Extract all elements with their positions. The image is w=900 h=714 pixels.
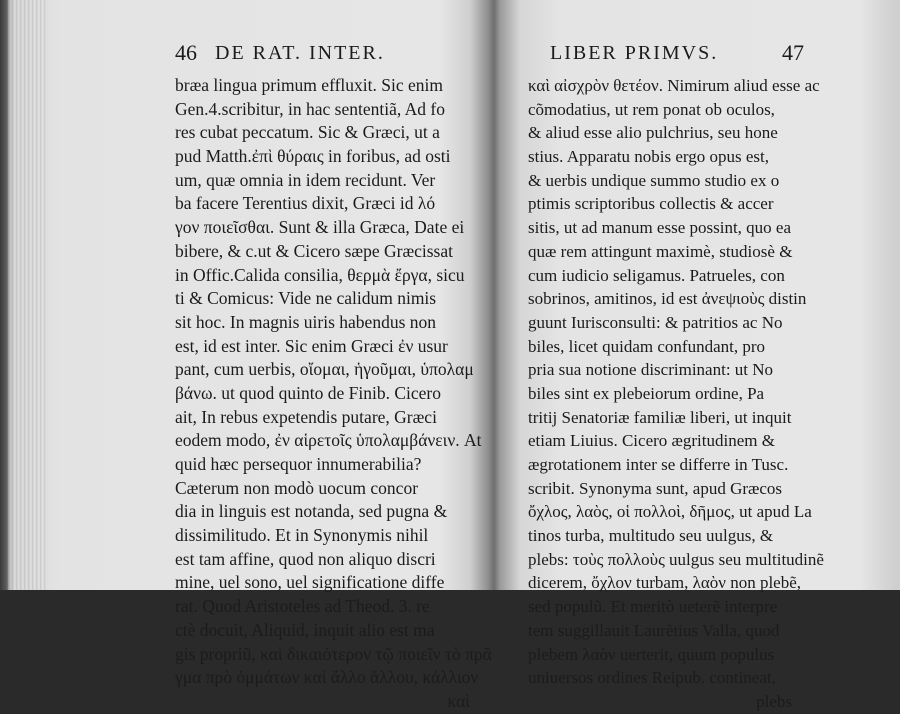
- text-line: γον ποιεῖσθαι. Sunt & illa Græca, Date ei: [175, 217, 465, 238]
- text-line: uniuersos ordines Reipub. contineat,: [528, 668, 776, 688]
- left-page-number: 46: [175, 40, 197, 65]
- text-line: pant, cum uerbis, οἴομαι, ἡγοῦμαι, ὑπολαμ: [175, 359, 474, 380]
- text-line: & aliud esse alio pulchrius, seu hone: [528, 123, 778, 143]
- text-line: guunt Iurisconsulti: & patritios ac No: [528, 312, 783, 332]
- text-line: ὄχλος, λαὸς, οἱ πολλοὶ, δῆμος, ut apud La: [528, 502, 812, 522]
- text-line: sobrinos, amitinos, id est ἀνεψιοὺς distin: [528, 289, 807, 309]
- text-line: Cæterum non modò uocum concor: [175, 477, 419, 498]
- text-line: res cubat peccatum. Sic & Græci, ut a: [175, 122, 440, 143]
- text-line: pud Matth.ἐπὶ θύραις in foribus, ad osti: [175, 146, 451, 167]
- text-line: mine, uel sono, uel significatione diffe: [175, 572, 445, 593]
- catchword: καὶ: [447, 690, 470, 711]
- text-line: ægrotationem inter se differre in Tusc.: [528, 455, 789, 474]
- text-line: dia in linguis est notanda, sed pugna &: [175, 501, 448, 522]
- text-line: ctè docuit, Aliquid, inquit alio est ma: [175, 619, 435, 640]
- text-line: etiam Liuius. Cicero ægritudinem &: [528, 431, 775, 451]
- left-page: [175, 40, 492, 714]
- text-line: & uerbis undique summo studio ex o: [528, 170, 780, 190]
- text-line: tinos turba, multitudo seu uulgus, &: [528, 526, 774, 546]
- page-edges: [8, 0, 48, 590]
- text-line: gis propriũ, καὶ δικαιότερον τῷ ποιεῖν τὸ πρᾶ: [175, 643, 492, 664]
- text-line: biles sint ex plebeiorum ordine, Pa: [528, 383, 765, 403]
- text-line: sed populũ. Et meritò ueterẽ interpre: [528, 597, 778, 617]
- text-line: sitis, ut ad manum esse possint, quo ea: [528, 218, 792, 238]
- text-line: ptimis scriptoribus collectis & accer: [528, 194, 774, 214]
- text-line: um, quæ omnia in idem recidunt. Ver: [175, 169, 436, 190]
- text-line: est tam affine, quod non aliquo discri: [175, 548, 436, 569]
- text-line: scribit. Synonyma sunt, apud Græcos: [528, 478, 783, 498]
- text-line: biles, licet quidam confundant, pro: [528, 336, 765, 356]
- text-line: plebem λαὸν uerterit, quum populus: [528, 644, 775, 664]
- text-line: Gen.4.scribitur, in hac sententiã, Ad fo: [175, 98, 445, 119]
- text-line: est, id est inter. Sic enim Græci ἐν usur: [175, 335, 448, 356]
- left-page-header: [175, 40, 470, 74]
- text-line: stius. Apparatu nobis ergo opus est,: [528, 147, 769, 167]
- text-line: tem suggillauit Laurẽtius Valla, quod: [528, 620, 780, 640]
- text-line: rat. Quod Aristoteles ad Theod. 3. re: [175, 596, 430, 617]
- text-line: eodem modo, ἐν αἱρετοῖς ὑπολαμβάνειν. At: [175, 430, 482, 451]
- text-line: pria sua notione discriminant: ut No: [528, 360, 774, 380]
- text-line: in Offic.Calida consilia, θερμὰ ἔργα, sicu: [175, 264, 465, 285]
- right-text-block: [528, 74, 824, 714]
- text-line: tritij Senatoriæ familiæ liberi, ut inquit: [528, 407, 792, 427]
- text-line: ba facere Terentius dixit, Græci id λό: [175, 193, 436, 214]
- left-running-head: DE RAT. INTER.: [215, 42, 385, 64]
- text-line: sit hoc. In magnis uiris habendus non: [175, 311, 437, 332]
- text-line: dicerem, ὄχλον turbam, λαὸν non plebẽ,: [528, 573, 802, 593]
- text-line: ti & Comicus: Vide ne calidum nimis: [175, 288, 437, 309]
- catchword: plebs: [756, 691, 792, 711]
- left-text-block: [175, 74, 492, 714]
- right-running-head: LIBER PRIMVS.: [550, 42, 719, 64]
- text-line: plebs: τοὺς πολλοὺς uulgus seu multitudinẽ: [528, 549, 824, 569]
- text-line: βάνω. ut quod quinto de Finib. Cicero: [175, 382, 441, 403]
- text-line: cum iudicio seligamus. Patrueles, con: [528, 265, 785, 285]
- text-line: bræa lingua primum effluxit. Sic enim: [175, 75, 443, 95]
- text-line: quæ rem attingunt maximè, studiosè &: [528, 241, 793, 261]
- right-page: [528, 40, 824, 714]
- text-line: dissimilitudo. Et in Synonymis nihil: [175, 525, 429, 546]
- text-line: quid hæc persequor innumerabilia?: [175, 454, 422, 474]
- right-page-number: 47: [782, 40, 804, 65]
- text-line: cõmodatius, ut rem ponat ob oculos,: [528, 99, 775, 119]
- right-page-header: [528, 40, 804, 74]
- text-line: bibere, & c.ut & Cicero sæpe Græcissat: [175, 240, 453, 261]
- text-line: καὶ αἰσχρὸν θετέον. Nimirum aliud esse ac: [528, 76, 820, 95]
- text-line: γμα πρὸ ὀμμάτων καὶ ἄλλο ἄλλου, κάλλιον: [175, 667, 479, 688]
- text-line: ait, In rebus expetendis putare, Græci: [175, 406, 437, 427]
